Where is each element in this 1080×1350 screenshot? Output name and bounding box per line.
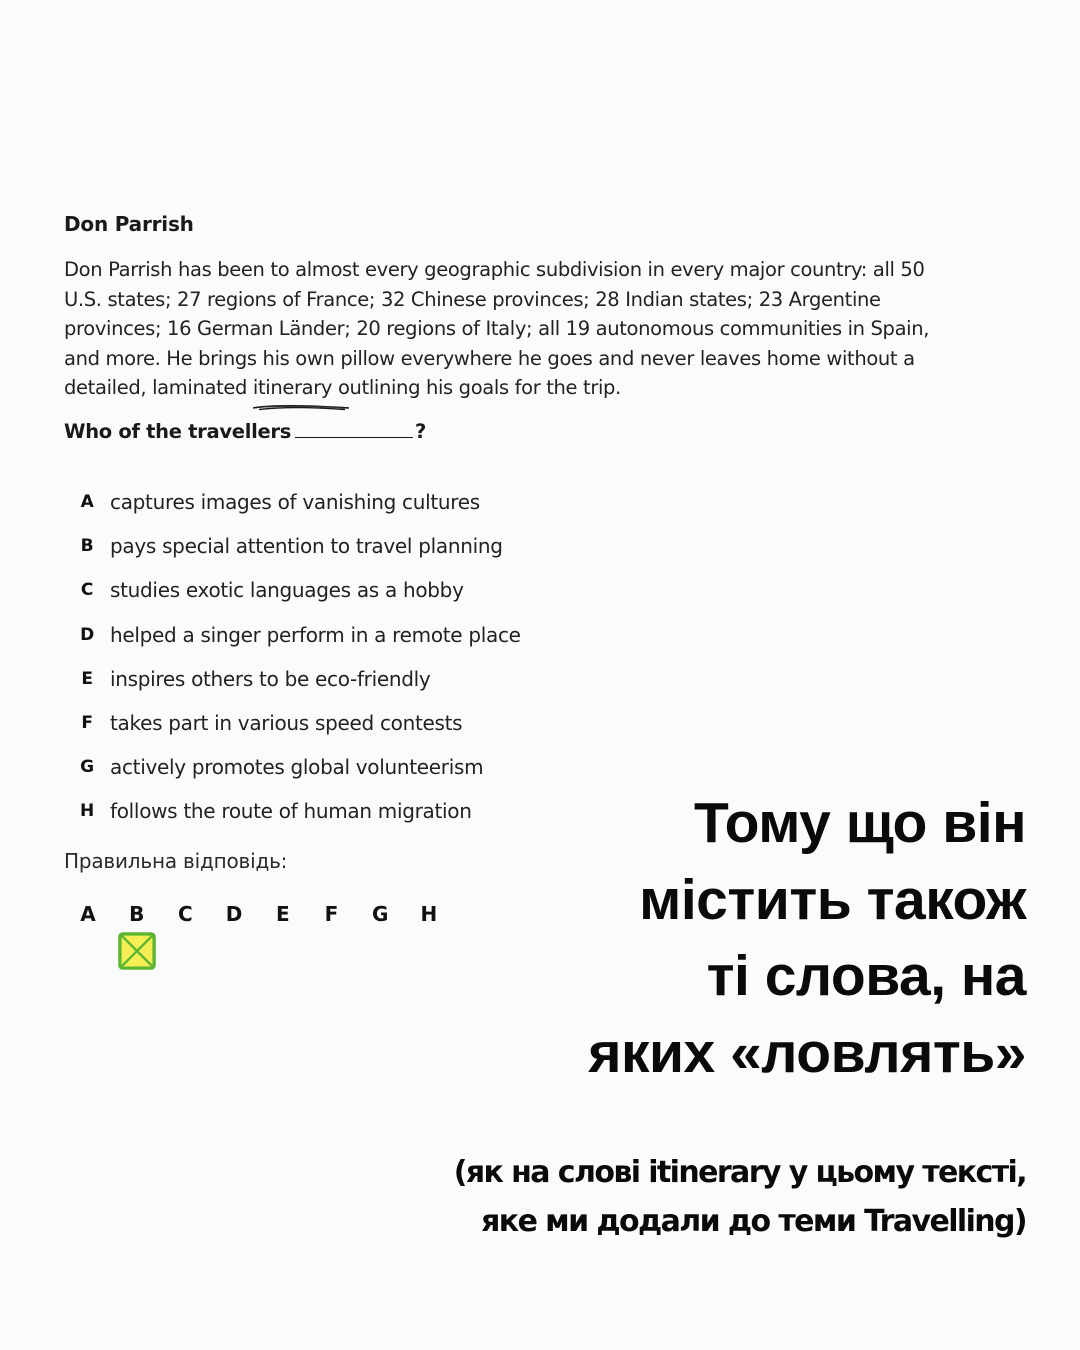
option-h: [64, 789, 521, 833]
options-list: [64, 480, 521, 834]
question-prefix: Who of the travellers: [64, 420, 292, 443]
answer-column-e[interactable]: [259, 899, 307, 929]
passage-line: U.S. states; 27 regions of France; 32 Chinese provinces; 28 Indian states; 23 Argentine: [64, 287, 881, 311]
note-line: (як на слові itinerary у цьому тексті,: [453, 1155, 1026, 1190]
answer-letter: G: [371, 902, 389, 926]
commentary-line: яких «ловлять»: [588, 1020, 1026, 1085]
option-letter: D: [80, 624, 94, 645]
passage: [64, 255, 1039, 403]
answer-column-f[interactable]: [308, 899, 356, 929]
option-b: [64, 524, 521, 568]
option-g: [64, 745, 521, 789]
answer-label: Правильна відповідь:: [64, 849, 288, 873]
option-letter: C: [80, 580, 94, 601]
option-a: [64, 480, 521, 524]
answer-column-h[interactable]: [405, 899, 453, 929]
answer-letter: B: [129, 902, 145, 926]
answer-column-d[interactable]: [210, 899, 258, 929]
passage-line: Don Parrish has been to almost every geographic subdivision in every major country: all 50: [64, 258, 925, 281]
answer-letter: F: [324, 902, 339, 926]
highlighted-word-text: itinerary: [252, 376, 333, 399]
commentary-line: ті слова, на: [706, 944, 1026, 1008]
pen-underline-icon: [251, 403, 351, 411]
note-text: [326, 1148, 1026, 1246]
heading: Don Parrish: [64, 212, 194, 236]
option-text: actively promotes global volunteerism: [110, 755, 484, 780]
answer-letter: A: [80, 902, 96, 926]
answer-letter: C: [178, 902, 193, 926]
option-letter: G: [80, 757, 94, 778]
checked-box-icon[interactable]: [118, 932, 156, 970]
commentary-text: [506, 785, 1026, 1091]
option-letter: E: [81, 668, 93, 689]
option-c: [64, 568, 521, 612]
answer-grid: [64, 899, 464, 979]
note-line: яке ми додали до теми Travelling): [481, 1204, 1026, 1239]
answer-column-a[interactable]: [64, 899, 112, 929]
answer-blank: [295, 419, 413, 438]
passage-line: and more. He brings his own pillow everywhere he goes and never leaves home without a: [64, 346, 915, 370]
option-text: takes part in various speed contests: [110, 711, 463, 736]
answer-letter: H: [420, 902, 438, 926]
option-letter: F: [81, 713, 93, 734]
option-letter: H: [80, 801, 94, 822]
answer-column-c[interactable]: [161, 899, 209, 929]
answer-letter: D: [225, 902, 243, 926]
option-text: captures images of vanishing cultures: [110, 490, 480, 515]
highlighted-word: [253, 373, 332, 403]
option-text: studies exotic languages as a hobby: [110, 578, 464, 603]
commentary-line: Тому що він: [693, 791, 1026, 855]
answer-column-g[interactable]: [356, 899, 404, 929]
option-e: [64, 657, 521, 701]
answer-column-b[interactable]: [113, 899, 161, 970]
passage-text: outlining his goals for the trip.: [332, 376, 621, 399]
option-f: [64, 701, 521, 745]
passage-line: provinces; 16 German Länder; 20 regions of Italy; all 19 autonomous communities in Spain,: [64, 317, 930, 340]
question-suffix: ?: [415, 420, 427, 443]
passage-text: detailed, laminated: [64, 376, 253, 399]
option-text: helped a singer perform in a remote place: [110, 622, 521, 647]
option-text: pays special attention to travel planning: [110, 534, 503, 559]
passage-line-last: [64, 373, 1039, 403]
answer-letter: E: [275, 902, 290, 926]
question: [64, 419, 426, 443]
option-letter: A: [80, 492, 94, 513]
option-text: inspires others to be eco-friendly: [110, 666, 431, 691]
option-letter: B: [80, 536, 94, 557]
option-text: follows the route of human migration: [110, 799, 472, 824]
commentary-line: містить також: [639, 867, 1026, 932]
option-d: [64, 613, 521, 657]
